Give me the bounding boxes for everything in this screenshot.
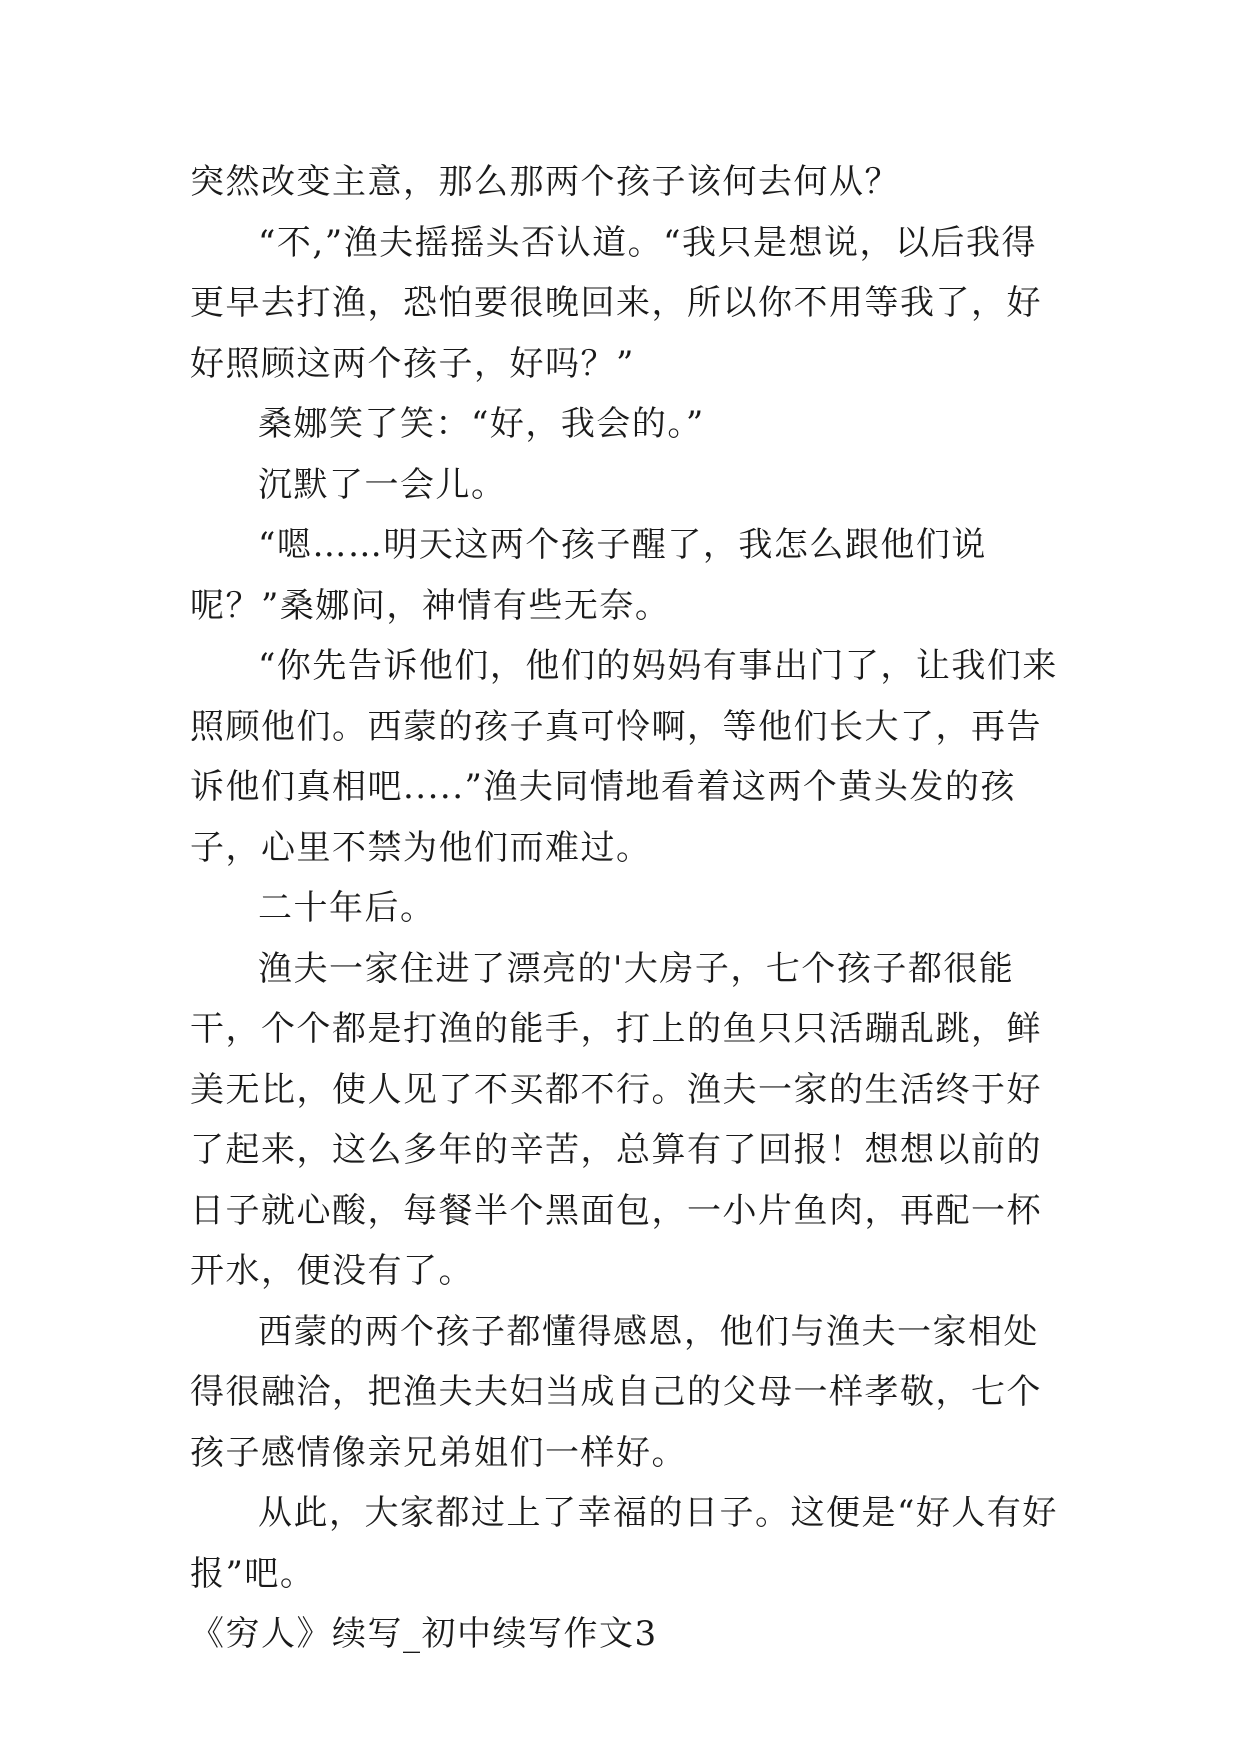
section-title: 《穷人》续写_初中续写作文3 [190,1614,658,1654]
paragraph-fisherman-answer: “你先告诉他们，他们的妈妈有事出门了，让我们来照顾他们。西蒙的孩子真可怜啊，等他们长大了，再告诉他们真相吧.....”渔夫同情地看着这两个黄头发的孩子，心里不禁为他们而难过。 [190,646,1058,868]
paragraph-silence: 沉默了一会儿。 [258,464,507,505]
paragraph-fisherman-reply: “不,”渔夫摇摇头否认道。“我只是想说，以后我得更早去打渔，恐怕要很晚回来，所以你不用等我了，好好照顾这两个孩子，好吗？” [190,222,1042,384]
paragraph-happy-ending: 从此，大家都过上了幸福的日子。这便是“好人有好报”吧。 [190,1493,1058,1594]
paragraph-new-house: 渔夫一家住进了漂亮的'大房子，七个孩子都很能干，个个都是打渔的能手，打上的鱼只只活蹦乱跳，鲜美无比，使人见了不买都不行。渔夫一家的生活终于好了起来，这么多年的辛苦，总算有了回报！想想以前的日子就心酸，每餐半个黑面包，一小片鱼肉，再配一杯开水，便没有了。 [190,948,1042,1291]
paragraph-continuation: 突然改变主意，那么那两个孩子该何去何从？ [190,162,900,202]
paragraph-simon-children: 西蒙的两个孩子都懂得感恩，他们与渔夫一家相处得很融洽，把渔夫夫妇当成自己的父母一样孝敬，七个孩子感情像亲兄弟姐们一样好。 [190,1311,1042,1473]
paragraph-twenty-years-later: 二十年后。 [258,888,436,928]
document-body [190,152,1070,1665]
paragraph-sangna-question: “嗯……明天这两个孩子醒了，我怎么跟他们说呢？”桑娜问，神情有些无奈。 [190,525,987,626]
paragraph-sangna-smile: 桑娜笑了笑：“好，我会的。” [258,404,705,444]
